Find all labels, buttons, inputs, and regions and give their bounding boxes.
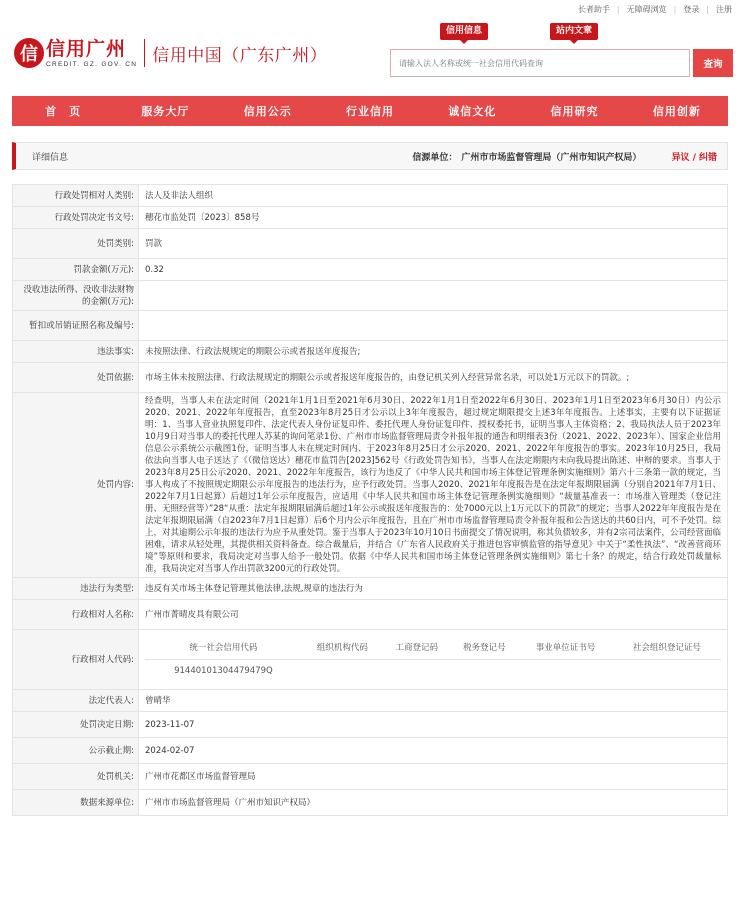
row-label: 行政处罚决定书文号: <box>13 207 139 229</box>
nav-credit-innovation[interactable]: 信用创新 <box>652 105 701 118</box>
table-row <box>13 764 728 790</box>
nav-credit-publicity[interactable]: 信用公示 <box>243 105 292 118</box>
table-row <box>13 690 728 712</box>
row-label: 处罚机关: <box>13 764 139 790</box>
code-header: 组织机构代码 <box>302 638 383 660</box>
row-value: 罚款 <box>139 229 728 259</box>
penalty-content-text: 经查明，当事人未在法定时间（2021年1月1日至2021年6月30日、2022年1月1日至2022年6月30日、2023年1月1日至2023年6月30日）内公示2020、2021、2022年年度报告，直至2023年8月25日才公示以上3年年度报告，超过规定期限提交上述3年年度报告。上述事实，主要有以下证据证明：1、当事人营业执照复印件、法定代表人身份证复印件、委托代理人身份证复印件、授权委托书，证明当事人主体资格；2、我局执法人员于2023年10月9日对当事人的委托代理人苏某的询问笔录1份、广州市市场监督管理局责令补报年报的通告和明细表3份（2021、2022、2023年）、国家企业信用信息公示系统公示截图1份，证明当事人未在规定时间内、于2023年8月25日才公示2020、2021、2022年年度报告的事实。2023年10月25日，我局依法向当事人电子送达了《（微信送达）穗花市监罚告[2023]562号《行政处罚告知书》，当事人在法定期限内未向我局提出陈述、申辩的要求。当事人于2023年8月25日公示2020、2021、2022年年度报告，该行为违反了《中华人民共和国市场主体登记管理条例实施细则》第六十三条第一款的规定，当事人构成了不按照规定期限公示年度报告的违法行为，应予行政处罚。当事人2020、2021年年度报告是在法定年报期限届满（分别自2021年7月1日、2022年7月1日起算）后超过1年公示年度报告，应适用《中华人民共和国市场主体登记管理条例实施细则》“裁量基准表一：市场准入管理类（登记注册、无照经营等）”28“从重：法定年报期限届满后超过1年公示或报送年度报告的：处7000元以上1万元以下的罚款”的规定；当事人2022年年度报告是在法定年报期限届满（自2023年7月1日起算）后6个月内公示年度报告，且在广州市市场监督管理局责令补报年报和公告送达的共60日内，可不予处罚。综上，对其逾期公示年报的违法行为应予从重处罚。鉴于当事人于2023年10月10日书面提交了情况说明，称其负债较多，并有2宗司法案件，公司经营面临困难，请求从轻处理，其提供相关资料备查。综合裁量后，并结合《广东省人民政府关于推进包容审慎监管的指导意见》中关于“柔性执法”、“改善营商环境”等原则和要求，我局决定对当事人给予一般处罚。依据《中华人民共和国市场主体登记管理条例实施细则》第七十条？的规定，结合行政处罚裁量标准，我局决定对当事人作出罚款3200元的行政处罚。 <box>139 393 728 578</box>
logo-emblem-icon: 信 <box>14 38 44 68</box>
code-header: 统一社会信用代码 <box>145 638 302 660</box>
objection-correction-link[interactable]: 异议 / 纠错 <box>671 152 717 163</box>
row-label: 违法行为类型: <box>13 578 139 600</box>
row-value: 法人及非法人组织 <box>139 185 728 207</box>
penalty-detail-table <box>12 184 728 816</box>
table-row <box>13 578 728 600</box>
table-row <box>13 229 728 259</box>
search-tabs <box>440 23 598 40</box>
row-label: 没收违法所得、没收非法财物的金额(万元): <box>13 281 139 311</box>
table-row <box>13 738 728 764</box>
header <box>0 18 740 96</box>
code-header: 事业单位证书号 <box>518 638 613 660</box>
row-label: 处罚决定日期: <box>13 712 139 738</box>
row-label: 数据来源单位: <box>13 790 139 816</box>
main-nav <box>12 96 728 126</box>
row-value: 广州市市场监督管理局（广州市知识产权局） <box>139 790 728 816</box>
row-value: 未按照法律、行政法规规定的期限公示或者报送年度报告; <box>139 341 728 363</box>
table-row <box>13 393 728 578</box>
table-row <box>13 363 728 393</box>
unified-credit-code: 91440101304479479Q <box>174 665 273 676</box>
row-value: 市场主体未按照法律、行政法规规定的期限公示或者报送年度报告的，由登记机关列入经营异常名录，可以处1万元以下的罚款。; <box>139 363 728 393</box>
separator: | <box>673 4 677 14</box>
row-value: 广州市菁晴皮具有限公司 <box>139 600 728 630</box>
accessibility-link[interactable]: 无障碍浏览 <box>626 4 667 14</box>
row-value: 广州市花都区市场监督管理局 <box>139 764 728 790</box>
nav-credit-research[interactable]: 信用研究 <box>550 105 599 118</box>
code-value <box>302 660 383 682</box>
source-value: 广州市市场监督管理局（广州市知识产权局） <box>461 152 642 163</box>
nav-service-hall[interactable]: 服务大厅 <box>141 105 190 118</box>
table-row <box>13 281 728 311</box>
code-header: 工商登记码 <box>383 638 451 660</box>
detail-title: 详细信息 <box>32 152 69 163</box>
row-label: 处罚依据: <box>13 363 139 393</box>
logo-divider <box>144 39 145 67</box>
code-value <box>518 660 613 682</box>
table-row <box>13 712 728 738</box>
nav-industry-credit[interactable]: 行业信用 <box>345 105 394 118</box>
logo-text-block <box>46 38 137 68</box>
row-value: 违反有关市场主体登记管理其他法律,法规,规章的违法行为 <box>139 578 728 600</box>
row-value: 2023-11-07 <box>139 712 728 738</box>
table-row <box>13 600 728 630</box>
top-utility-bar <box>0 0 740 18</box>
table-row <box>13 207 728 229</box>
code-header: 税务登记号 <box>451 638 519 660</box>
row-label: 行政相对人代码: <box>13 630 139 690</box>
row-value: 0.32 <box>139 259 728 281</box>
row-label: 暂扣或吊销证照名称及编号: <box>13 311 139 341</box>
source-unit <box>412 150 641 163</box>
code-value <box>383 660 451 682</box>
row-label: 处罚类别: <box>13 229 139 259</box>
row-label: 违法事实: <box>13 341 139 363</box>
entity-code-table <box>145 638 721 682</box>
code-header: 社会组织登记证号 <box>613 638 721 660</box>
code-value <box>613 660 721 682</box>
separator: | <box>706 4 709 14</box>
row-value <box>139 311 728 341</box>
row-label: 行政相对人名称: <box>13 600 139 630</box>
source-label: 信源单位： <box>412 152 458 163</box>
row-label: 法定代表人: <box>13 690 139 712</box>
tab-credit-info[interactable]: 信用信息 <box>440 23 488 40</box>
logo-english: CREDIT. GZ. GOV. CN <box>46 61 138 68</box>
table-row <box>13 311 728 341</box>
table-row <box>13 790 728 816</box>
row-label: 处罚内容: <box>13 393 139 578</box>
logo-chinese: 信用广州 <box>46 38 127 60</box>
search-button[interactable]: 查询 <box>693 49 733 77</box>
row-value: 2024-02-07 <box>139 738 728 764</box>
table-row <box>13 341 728 363</box>
code-header-row <box>145 638 721 660</box>
search-input[interactable] <box>390 49 690 77</box>
code-value <box>451 660 519 682</box>
register-link[interactable]: 注册 <box>716 4 732 14</box>
row-label: 公示截止期: <box>13 738 139 764</box>
row-label: 行政处罚相对人类别: <box>13 185 139 207</box>
code-table-cell <box>139 630 728 690</box>
row-label: 罚款金额(万元): <box>13 259 139 281</box>
tab-site-articles[interactable]: 站内文章 <box>550 23 598 40</box>
code-value-row <box>145 660 721 682</box>
login-link[interactable]: 登录 <box>683 4 700 14</box>
separator: | <box>616 4 620 14</box>
row-value <box>139 281 728 311</box>
nav-home[interactable]: 首 页 <box>45 105 82 118</box>
site-title: 信用中国（广东广州） <box>152 45 328 66</box>
row-value: 穗花市监处罚〔2023〕858号 <box>139 207 728 229</box>
nav-integrity-culture[interactable]: 诚信文化 <box>448 105 497 118</box>
elder-assistant-link[interactable]: 长者助手 <box>577 4 610 14</box>
row-value: 曾晴华 <box>139 690 728 712</box>
table-row <box>13 259 728 281</box>
site-logo[interactable] <box>14 38 327 68</box>
detail-header <box>12 142 728 170</box>
table-row <box>13 185 728 207</box>
table-row <box>13 630 728 690</box>
